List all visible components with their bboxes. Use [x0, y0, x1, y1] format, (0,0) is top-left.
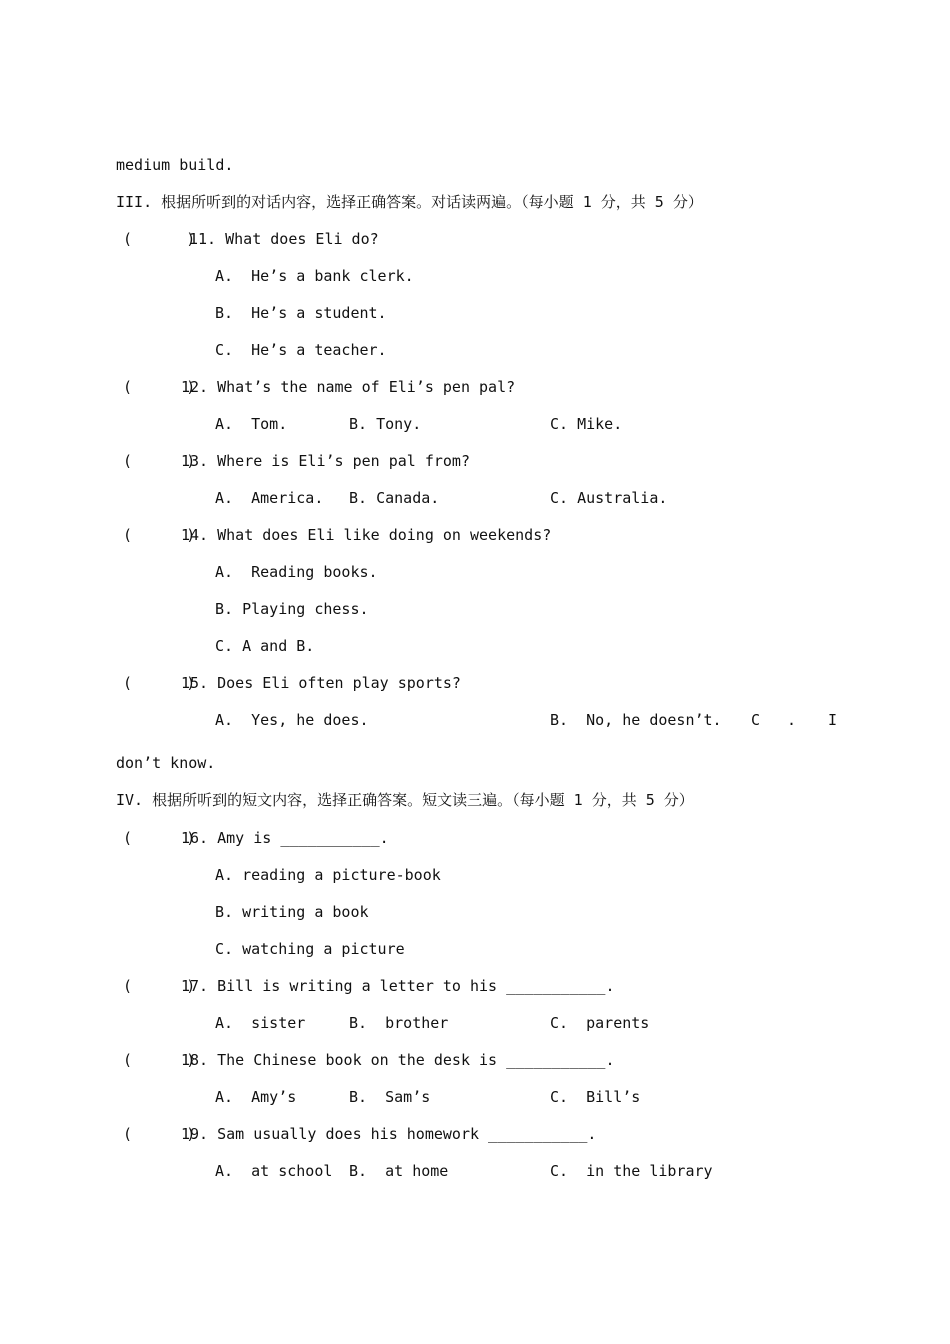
option-a: A. He’s a bank clerk. [215, 267, 414, 285]
option-b: B. at home [349, 1162, 449, 1180]
option-b: B. No, he doesn’t. [550, 711, 722, 729]
option-a: A. Yes, he does. [215, 711, 369, 729]
answer-blank[interactable]: ( ) [123, 977, 196, 995]
answer-blank[interactable]: ( ) [123, 526, 196, 544]
option-b: B. brother [349, 1014, 449, 1032]
option-b: B. He’s a student. [215, 304, 387, 322]
option-a: A. America. [215, 489, 324, 507]
answer-blank[interactable]: ( ) [123, 1125, 196, 1143]
option-b: B. Canada. [349, 489, 440, 507]
answer-blank[interactable]: ( ) [123, 230, 196, 248]
option-c-start: I [828, 711, 838, 729]
option-c: C. in the library [550, 1162, 713, 1180]
answer-blank[interactable]: ( ) [123, 378, 196, 396]
option-c: C. He’s a teacher. [215, 341, 387, 359]
section-4-heading: IV. 根据所听到的短文内容，选择正确答案。短文读三遍。（每小题 1 分，共 5 分） [116, 791, 694, 809]
question-stem: 18. The Chinese book on the desk is ___________. [181, 1051, 615, 1069]
question-stem: 19. Sam usually does his homework ___________. [181, 1125, 597, 1143]
continuation-text: medium build. [116, 156, 234, 174]
answer-blank[interactable]: ( ) [123, 829, 196, 847]
option-a: A. reading a picture-book [215, 866, 441, 884]
question-stem: 13. Where is Eli’s pen pal from? [181, 452, 470, 470]
section-3-heading: III. 根据所听到的对话内容，选择正确答案。对话读两遍。（每小题 1 分，共 5 分） [116, 193, 703, 211]
option-a: A. Reading books. [215, 563, 378, 581]
question-stem: 15. Does Eli often play sports? [181, 674, 461, 692]
option-a: A. at school [215, 1162, 333, 1180]
option-c-wrap: don’t know. [116, 754, 216, 772]
question-stem: 14. What does Eli like doing on weekends? [181, 526, 552, 544]
option-c: C. watching a picture [215, 940, 405, 958]
option-b: B. Tony. [349, 415, 422, 433]
option-a: A. sister [215, 1014, 306, 1032]
option-c: C. A and B. [215, 637, 315, 655]
answer-blank[interactable]: ( ) [123, 1051, 196, 1069]
question-stem: 16. Amy is ___________. [181, 829, 389, 847]
question-stem: 11. What does Eli do? [189, 230, 379, 248]
question-stem: 12. What’s the name of Eli’s pen pal? [181, 378, 516, 396]
option-c: C. Mike. [550, 415, 623, 433]
option-b: B. Playing chess. [215, 600, 369, 618]
option-a: A. Tom. [215, 415, 288, 433]
question-stem: 17. Bill is writing a letter to his ___________. [181, 977, 615, 995]
option-a: A. Amy’s [215, 1088, 297, 1106]
answer-blank[interactable]: ( ) [123, 452, 196, 470]
answer-blank[interactable]: ( ) [123, 674, 196, 692]
option-c: C. parents [550, 1014, 650, 1032]
option-c: C. Bill’s [550, 1088, 641, 1106]
option-b: B. writing a book [215, 903, 369, 921]
option-c-letter: C [751, 711, 761, 729]
option-c: C. Australia. [550, 489, 668, 507]
option-c-dot: . [787, 711, 797, 729]
option-b: B. Sam’s [349, 1088, 431, 1106]
